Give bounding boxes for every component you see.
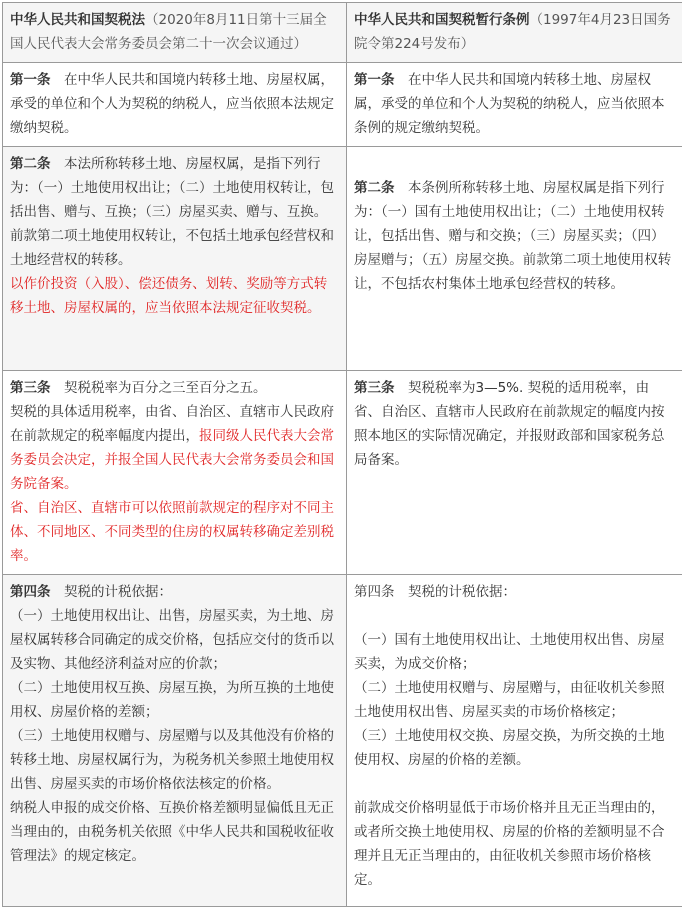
article-text: 本法所称转移土地、房屋权属，是指下列行为：（一）土地使用权出让；（二）土地使用权转让，包括出售、赠与、互换；（三）房屋买卖、赠与、互换。 xyxy=(10,156,334,220)
left-article-2 xyxy=(3,147,347,371)
article-number: 第三条 xyxy=(354,380,395,396)
spacer xyxy=(354,152,675,176)
comparison-table xyxy=(2,2,682,907)
left-article-4 xyxy=(3,575,347,907)
basis-item: （二）土地使用权赠与、房屋赠与，由征收机关参照土地使用权出售、房屋买卖的市场价格核定； xyxy=(354,676,675,724)
basis-item: （一）土地使用权出让、出售，房屋买卖，为土地、房屋权属转移合同确定的成交价格，包括应交付的货币以及实物、其他经济利益对应的价款； xyxy=(10,604,339,676)
article-number: 第四条 xyxy=(10,584,51,600)
new-provision-text: 以作价投资（入股）、偿还债务、划转、奖励等方式转移土地、房屋权属的，应当依照本法规定征收契税。 xyxy=(10,272,339,320)
right-header-cell xyxy=(347,3,682,63)
left-article-1 xyxy=(3,63,347,147)
right-article-1 xyxy=(347,63,682,147)
article-number: 第二条 xyxy=(10,156,51,172)
article-text: 在中华人民共和国境内转移土地、房屋权属，承受的单位和个人为契税的纳税人，应当依照本条例的规定缴纳契税。 xyxy=(354,72,665,136)
article-1-row xyxy=(3,63,682,147)
article-text: 契税税率为百分之三至百分之五。 xyxy=(51,380,267,396)
article-number: 第二条 xyxy=(354,180,395,196)
basis-item: （一）国有土地使用权出让、土地使用权出售、房屋买卖，为成交价格； xyxy=(354,628,675,676)
spacer xyxy=(354,772,675,796)
new-provision-text: 报同级人民代表大会常务委员会决定，并报全国人民代表大会常务委员会和国务院备案。 xyxy=(10,428,334,492)
right-law-title: 中华人民共和国契税暂行条例 xyxy=(354,12,530,28)
article-number: 第一条 xyxy=(10,72,51,88)
article-text: 契税税率为3—5%. 契税的适用税率，由省、自治区、直辖市人民政府在前款规定的幅度内按照本地区的实际情况确定，并报财政部和国家税务总局备案。 xyxy=(354,380,665,468)
left-header-cell xyxy=(3,3,347,63)
basis-item: 纳税人申报的成交价格、互换价格差额明显偏低且无正当理由的，由税务机关依照《中华人民共和国税收征收管理法》的规定核定。 xyxy=(10,796,339,868)
article-3-row xyxy=(3,371,682,575)
article-text: 本条例所称转移土地、房屋权属是指下列行为：（一）国有土地使用权出让；（二）土地使用权转让，包括出售、赠与和交换；（三）房屋买卖；（四）房屋赠与；（五）房屋交换。前款第二项土地使用权转让，不包括农村集体土地承包经营权的转移。 xyxy=(354,180,671,292)
basis-item: （二）土地使用权互换、房屋互换，为所互换的土地使用权、房屋价格的差额； xyxy=(10,676,339,724)
article-number: 第三条 xyxy=(10,380,51,396)
header-row xyxy=(3,3,682,63)
basis-item: （三）土地使用权交换、房屋交换，为所交换的土地使用权、房屋的价格的差额。 xyxy=(354,724,675,772)
article-heading: 第四条 契税的计税依据： xyxy=(354,580,675,604)
article-paragraph: 前款成交价格明显低于市场价格并且无正当理由的，或者所交换土地使用权、房屋的价格的差额明显不合理并且无正当理由的，由征收机关参照市场价格核定。 xyxy=(354,796,675,892)
right-article-2 xyxy=(347,147,682,371)
article-4-row xyxy=(3,575,682,907)
article-number: 第一条 xyxy=(354,72,395,88)
article-2-row xyxy=(3,147,682,371)
article-text: 契税的计税依据： xyxy=(51,584,173,600)
spacer xyxy=(354,604,675,628)
right-article-3 xyxy=(347,371,682,575)
basis-item: （三）土地使用权赠与、房屋赠与以及其他没有价格的转移土地、房屋权属行为，为税务机关参照土地使用权出售、房屋买卖的市场价格依法核定的价格。 xyxy=(10,724,339,796)
left-article-3 xyxy=(3,371,347,575)
right-article-4 xyxy=(347,575,682,907)
new-provision-text: 省、自治区、直辖市可以依照前款规定的程序对不同主体、不同地区、不同类型的住房的权属转移确定差别税率。 xyxy=(10,496,339,568)
article-paragraph: 前款第二项土地使用权转让，不包括土地承包经营权和土地经营权的转移。 xyxy=(10,224,339,272)
right-law-note: （1997年4月23日国务院令第224号发布） xyxy=(354,12,671,52)
article-paragraph: 契税的具体适用税率，由省、自治区、直辖市人民政府在前款规定的税率幅度内提出， xyxy=(10,404,334,444)
left-law-title: 中华人民共和国契税法 xyxy=(10,12,145,28)
article-text: 在中华人民共和国境内转移土地、房屋权属，承受的单位和个人为契税的纳税人，应当依照本法规定缴纳契税。 xyxy=(10,72,334,136)
left-law-note: （2020年8月11日第十三届全国人民代表大会常务委员会第二十一次会议通过） xyxy=(10,12,327,52)
